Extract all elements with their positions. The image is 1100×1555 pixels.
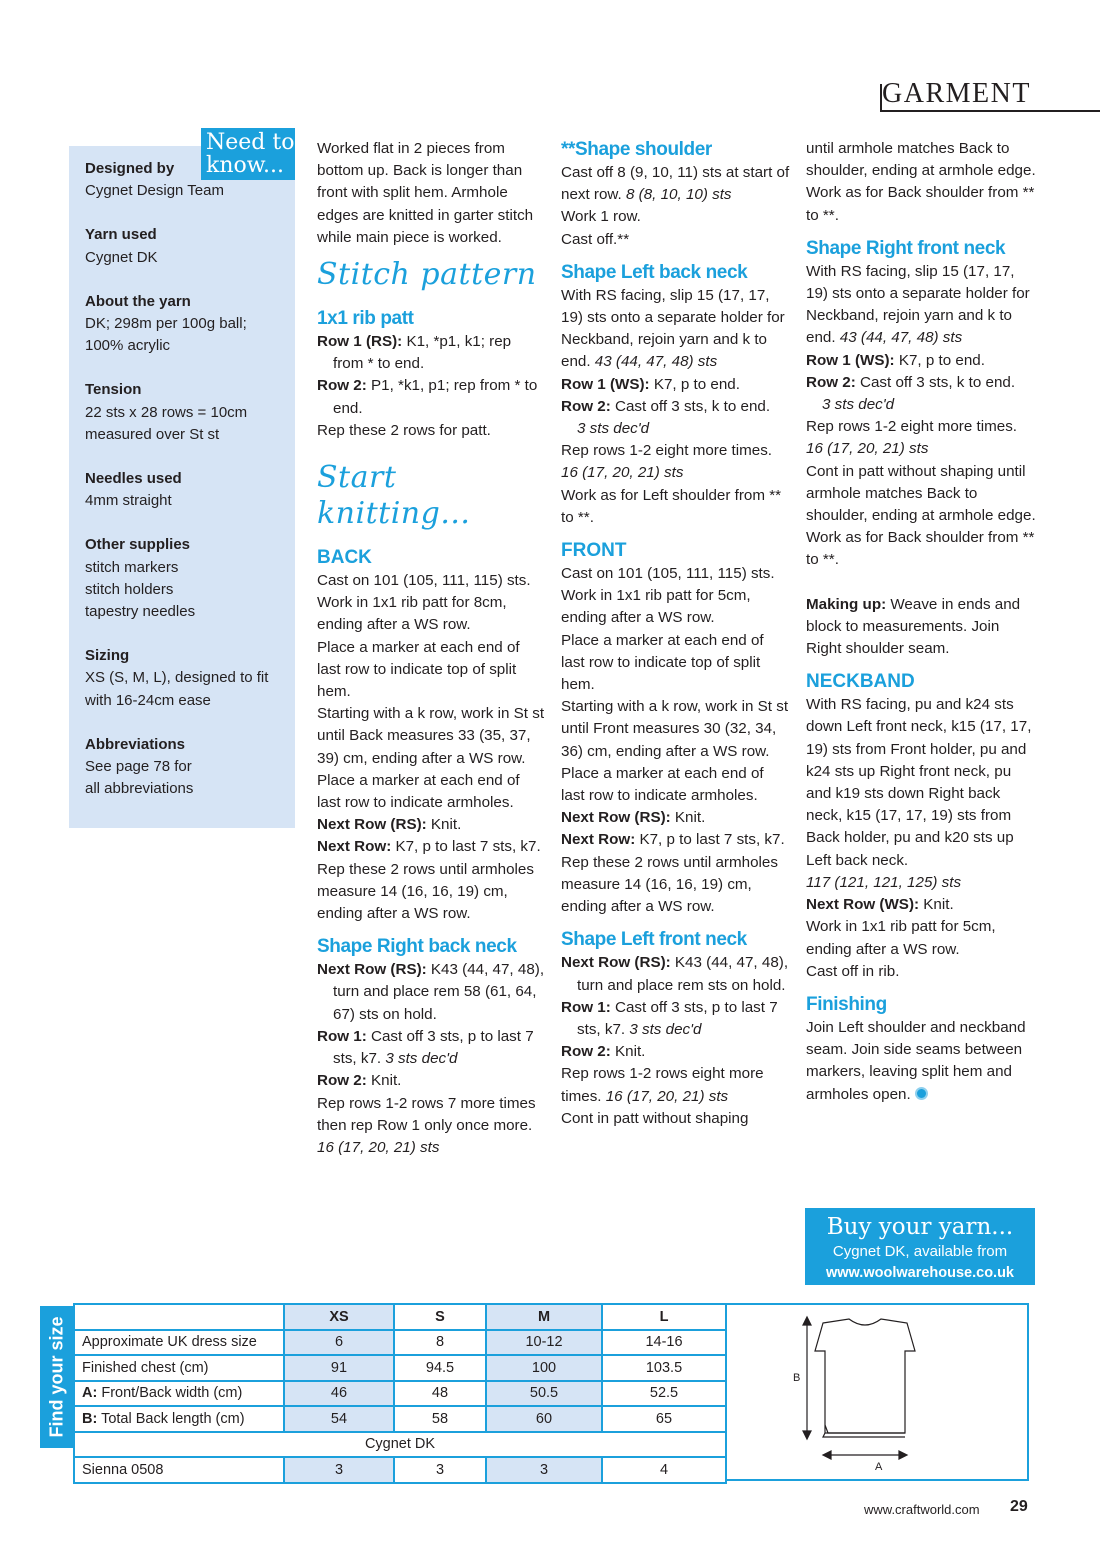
size-header-row: [74, 1304, 726, 1330]
need-to-know-value: 4mm straight: [85, 492, 172, 510]
size-value-cell: 60: [486, 1406, 602, 1432]
row-text: Cast off 8 (9, 10, 11) sts at start of next row.: [561, 164, 790, 204]
size-row-text: Front/Back width (cm): [97, 1385, 243, 1402]
row-text: Knit.: [610, 1043, 646, 1061]
buy-title: Buy your yarn...: [826, 1214, 1014, 1240]
size-value-cell: 91: [284, 1355, 394, 1381]
yarn-header-row: [74, 1432, 726, 1458]
finishing-heading: Finishing: [806, 993, 887, 1015]
size-value-cell: 94.5: [394, 1355, 486, 1381]
need-to-know-item: [85, 291, 283, 358]
need-to-know-badge: Need to know...: [201, 128, 295, 180]
row-label: Next Row (RS):: [561, 809, 671, 827]
size-value-cell: 8: [394, 1330, 486, 1356]
shoulder-work-row: Work 1 row.: [561, 208, 641, 226]
row-text: P1, *k1, p1; rep from * to end.: [333, 377, 538, 417]
need-to-know-list: [85, 158, 283, 800]
yarn-ball-count: 3: [486, 1457, 602, 1483]
size-value-cell: 50.5: [486, 1381, 602, 1407]
srfn-row-2: [806, 372, 1036, 394]
row-text: K7, p to end.: [649, 375, 740, 393]
slfn-continue: Cont in patt without shaping: [561, 1109, 749, 1127]
front-rib: Work in 1x1 rib patt for 5cm, ending after a WS row.: [561, 587, 751, 627]
need-to-know-label: Sizing: [85, 647, 130, 665]
making-up: [806, 594, 1036, 661]
neckband-next-row: [806, 894, 1036, 916]
need-to-know-label: About the yarn: [85, 292, 191, 310]
row-label: Next Row (RS):: [317, 961, 427, 979]
find-your-size-tab: [40, 1306, 73, 1448]
row-text: Weave in ends and block to measurements. Join Right shoulder seam.: [806, 595, 1021, 658]
stitch-count: 3 sts dec'd: [629, 1020, 702, 1038]
srfn-count: 16 (17, 20, 21) sts: [806, 440, 929, 458]
back-armhole-repeat: Rep these 2 rows until armholes measure 14 (16, 16, 19) cm, ending after a WS row.: [317, 860, 534, 923]
need-to-know-panel: [69, 146, 295, 828]
slfn-repeat: [561, 1063, 791, 1107]
row-text: Knit.: [670, 809, 706, 827]
size-header-cell: L: [602, 1304, 726, 1330]
buy-subtitle: Cygnet DK, available from: [832, 1243, 1008, 1260]
start-knitting-heading: Start knitting...: [317, 460, 471, 532]
garment-schematic: [725, 1305, 1027, 1481]
slbn-work-as: Work as for Left shoulder from ** to **.: [561, 486, 782, 526]
size-row-label: [74, 1330, 284, 1356]
finishing-text: [806, 1017, 1036, 1106]
row-text: K1, *p1, k1; rep from * to end.: [333, 333, 512, 373]
row-label: Row 2:: [806, 373, 856, 391]
srfn-repeat: Rep rows 1-2 eight more times.: [806, 418, 1018, 436]
need-to-know-item: [85, 379, 283, 446]
yarn-ball-icon: [915, 1087, 928, 1100]
row-text: K7, p to last 7 sts, k7.: [391, 838, 541, 856]
need-to-know-item: [85, 645, 283, 712]
dimension-a-label: A: [875, 1461, 883, 1473]
buy-your-yarn-box: [805, 1208, 1035, 1285]
slfn-row-2: [561, 1041, 791, 1063]
neckband-rib: Work in 1x1 rib patt for 5cm, ending after a WS row.: [806, 918, 996, 958]
back-st-st: Starting with a k row, work in St st until Back measures 33 (35, 37, 39) cm, ending after a WS row.: [317, 705, 545, 767]
yarn-header-cell: Cygnet DK: [74, 1432, 726, 1458]
row-text: K43 (44, 47, 48), turn and place rem sts on hold.: [577, 954, 789, 994]
size-header-cell: XS: [284, 1304, 394, 1330]
neckband-count: 117 (121, 121, 125) sts: [806, 873, 962, 891]
need-to-know-label: Designed by: [85, 160, 175, 177]
garment-diagram-box: [725, 1303, 1029, 1481]
table-row: [74, 1406, 726, 1432]
size-value-cell: 48: [394, 1381, 486, 1407]
size-row-text: Finished chest (cm): [82, 1359, 209, 1376]
row-text: Cast off 3 sts, p to last 7 sts, k7.: [577, 998, 778, 1038]
garment-outline: [815, 1319, 915, 1437]
row-text: Cast off 3 sts, k to end.: [610, 397, 771, 415]
row-text: K7, p to end.: [894, 351, 985, 369]
srfn-decrease: 3 sts dec'd: [822, 396, 895, 414]
front-next-row: [561, 829, 791, 851]
size-value-cell: 65: [602, 1406, 726, 1432]
row-text: Join Left shoulder and neckband seam. Join side seams between markers, leaving split hem and armholes open.: [806, 1018, 1026, 1103]
front-cast-on: Cast on 101 (105, 111, 115) sts.: [561, 565, 775, 583]
size-row-label: [74, 1355, 284, 1381]
row-label: Row 2:: [317, 1072, 367, 1090]
front-st-st: Starting with a k row, work in St st until Front measures 30 (32, 34, 36) cm, ending after a WS row.: [561, 698, 789, 760]
need-to-know-value: Cygnet DK: [85, 248, 158, 266]
rib-heading: 1x1 rib patt: [317, 308, 414, 330]
stitch-count: 43 (44, 47, 48) sts: [839, 329, 963, 347]
row-label: Making up:: [806, 595, 887, 613]
srfn-row-1: [806, 350, 1036, 372]
size-value-cell: 46: [284, 1381, 394, 1407]
size-header-cell: S: [394, 1304, 486, 1330]
front-next-row-rs: [561, 807, 791, 829]
section-title: GARMENT: [882, 78, 1031, 109]
front-armhole-repeat: Rep these 2 rows until armholes measure 14 (16, 16, 19) cm, ending after a WS row.: [561, 853, 778, 916]
row-label: Next Row:: [561, 831, 636, 849]
front-heading: FRONT: [561, 540, 627, 562]
size-value-cell: 100: [486, 1355, 602, 1381]
row-label: Row 1 (WS):: [806, 351, 895, 369]
back-marker-hem: Place a marker at each end of last row to indicate top of split hem.: [317, 638, 520, 701]
col3-continue: until armhole matches Back to shoulder, ending at armhole edge.: [806, 140, 1036, 180]
slfn-row-1: [561, 997, 791, 1041]
column-2: [561, 138, 791, 1130]
size-value-cell: 6: [284, 1330, 394, 1356]
row-text: Rep rows 1-2 rows 7 more times then rep Row 1 only once more.: [317, 1094, 536, 1134]
row-text: K7, p to last 7 sts, k7.: [635, 831, 785, 849]
back-cast-on: Cast on 101 (105, 111, 115) sts.: [317, 572, 531, 590]
need-to-know-label: Tension: [85, 381, 142, 399]
row-label: Row 1 (RS):: [317, 333, 403, 351]
yarn-ball-count: 3: [284, 1457, 394, 1483]
slbn-repeat: Rep rows 1-2 eight more times.: [561, 442, 773, 460]
srfn-slip: [806, 261, 1036, 350]
row-label: Row 1 (WS):: [561, 375, 650, 393]
size-value-cell: 14-16: [602, 1330, 726, 1356]
dimension-b-label: B: [793, 1372, 801, 1384]
stitch-pattern-heading: Stitch pattern: [317, 257, 537, 293]
yarn-shade-label: Sienna 0508: [74, 1457, 284, 1483]
stitch-count: 43 (44, 47, 48) sts: [594, 353, 718, 371]
srbn-row-1: [317, 1026, 545, 1070]
intro-text: Worked flat in 2 pieces from bottom up. Back is longer than front with split hem. Armhole edges are knitted in garter stitch while main piece is worked.: [317, 140, 534, 246]
need-to-know-item: [85, 224, 283, 268]
slbn-row-1: [561, 374, 791, 396]
buy-url-link[interactable]: www.woolwarehouse.co.uk: [826, 1265, 1014, 1281]
column-1: [317, 138, 545, 1159]
stitch-count: 3 sts dec'd: [385, 1050, 458, 1068]
row-label: Next Row (WS):: [806, 896, 920, 914]
need-to-know-value: 22 sts x 28 rows = 10cm measured over St st: [85, 403, 248, 443]
column-3: [806, 138, 1036, 1106]
back-heading: BACK: [317, 547, 372, 569]
shape-right-back-neck-heading: Shape Right back neck: [317, 936, 517, 958]
slbn-decrease: 3 sts dec'd: [577, 420, 650, 438]
need-to-know-label: Abbreviations: [85, 735, 186, 753]
find-your-size-label: Find your size: [46, 1316, 66, 1438]
shoulder-cast-off-final: Cast off.**: [561, 230, 630, 248]
size-value-cell: 10-12: [486, 1330, 602, 1356]
back-next-row: [317, 836, 545, 858]
table-row: [74, 1330, 726, 1356]
size-row-text: Total Back length (cm): [97, 1410, 245, 1427]
col3-work-as: Work as for Back shoulder from ** to **.: [806, 184, 1035, 224]
stitch-count: 16 (17, 20, 21) sts: [605, 1087, 729, 1105]
row-label: Row 2:: [317, 377, 367, 395]
front-marker-hem: Place a marker at each end of last row to indicate top of split hem.: [561, 631, 764, 694]
size-value-cell: 58: [394, 1406, 486, 1432]
row-label: Next Row (RS):: [561, 954, 671, 972]
need-to-know-label: Needles used: [85, 470, 182, 488]
need-to-know-item: [85, 734, 283, 801]
dimension-prefix: A:: [82, 1385, 98, 1402]
need-to-know-value: stitch markers stitch holders tapestry needles: [85, 558, 196, 621]
row-text: With RS facing, slip 15 (17, 17, 19) sts onto a separate holder for Neckband, rejoin yarn and k to end.: [806, 262, 1030, 347]
page-number: 29: [1010, 1498, 1028, 1515]
rib-row-2: [317, 375, 545, 419]
need-to-know-value: See page 78 for all abbreviations: [85, 758, 194, 798]
srbn-repeat: [317, 1093, 545, 1160]
back-next-row-rs: [317, 814, 545, 836]
row-text: Knit.: [366, 1072, 402, 1090]
srfn-work-as: Work as for Back shoulder from ** to **.: [806, 529, 1035, 569]
row-label: Row 2:: [561, 1043, 611, 1061]
srbn-row-2: [317, 1070, 545, 1092]
shape-left-front-neck-heading: Shape Left front neck: [561, 929, 747, 951]
row-text: With RS facing, slip 15 (17, 17, 19) sts onto a separate holder for Neckband, rejoin yarn and k to end.: [561, 286, 785, 371]
shape-shoulder-heading: **Shape shoulder: [561, 139, 712, 160]
size-row-text: Approximate UK dress size: [82, 1334, 257, 1351]
need-to-know-label: Other supplies: [85, 536, 191, 554]
yarn-ball-count: 3: [394, 1457, 486, 1483]
rib-repeat: Rep these 2 rows for patt.: [317, 421, 491, 439]
srfn-continue: Cont in patt without shaping until armhole matches Back to shoulder, ending at armhole edge.: [806, 462, 1036, 525]
need-to-know-value: DK; 298m per 100g ball; 100% acrylic: [85, 315, 247, 355]
row-text: Cast off 3 sts, k to end.: [855, 373, 1016, 391]
slbn-row-2: [561, 396, 791, 418]
srbn-next-row: [317, 959, 545, 1026]
neckband-cast-off: Cast off in rib.: [806, 962, 900, 980]
row-text: Knit.: [919, 896, 954, 914]
size-header-cell: M: [486, 1304, 602, 1330]
row-label: Row 2:: [561, 397, 611, 415]
size-table: [73, 1303, 727, 1484]
header-rule: [880, 110, 1100, 112]
front-marker-armhole: Place a marker at each end of last row to indicate armholes.: [561, 764, 764, 805]
need-to-know-item: [85, 468, 283, 512]
slbn-slip: [561, 285, 791, 374]
neckband-heading: NECKBAND: [806, 671, 915, 693]
size-row-label: [74, 1406, 284, 1432]
slbn-count: 16 (17, 20, 21) sts: [561, 464, 684, 482]
need-to-know-value: XS (S, M, L), designed to fit with 16-24cm ease: [85, 669, 269, 709]
shape-right-front-neck-heading: Shape Right front neck: [806, 237, 1006, 259]
size-value-cell: 54: [284, 1406, 394, 1432]
need-to-know-item: [85, 534, 283, 623]
size-row-label: [74, 1381, 284, 1407]
row-label: Row 1:: [561, 998, 611, 1016]
footer-url[interactable]: www.craftworld.com: [864, 1502, 980, 1517]
stitch-count: 16 (17, 20, 21) sts: [317, 1138, 440, 1156]
row-text: Rep rows 1-2 rows eight more times.: [561, 1065, 764, 1105]
table-row: [74, 1457, 726, 1483]
row-text: Cast off 3 sts, p to last 7 sts, k7.: [333, 1027, 534, 1068]
row-text: K43 (44, 47, 48), turn and place rem 58 (61, 64, 67) sts on hold.: [333, 961, 545, 1023]
need-to-know-label: Yarn used: [85, 226, 157, 244]
table-row: [74, 1355, 726, 1381]
row-label: Row 1:: [317, 1027, 367, 1045]
size-value-cell: 103.5: [602, 1355, 726, 1381]
size-value-cell: 52.5: [602, 1381, 726, 1407]
shape-left-back-neck-heading: Shape Left back neck: [561, 261, 748, 283]
row-label: Next Row (RS):: [317, 816, 427, 834]
neckband-pick-up: With RS facing, pu and k24 sts down Left front neck, k15 (17, 17, 19) sts from Front holder, pu and k24 sts up Right front neck, pu and k19 sts down Right back neck, k15 (17, 17, 19) sts from Back holder, pu and k20 sts up Left back neck.: [806, 696, 1032, 869]
stitch-count: 8 (8, 10, 10) sts: [626, 186, 732, 204]
back-rib: Work in 1x1 rib patt for 8cm, ending after a WS row.: [317, 594, 507, 634]
table-row: [74, 1381, 726, 1407]
slfn-next-row: [561, 952, 791, 996]
row-label: Next Row:: [317, 838, 392, 856]
yarn-ball-count: 4: [602, 1457, 726, 1483]
back-marker-armhole: Place a marker at each end of last row to indicate armholes.: [317, 771, 520, 812]
row-text: Knit.: [426, 816, 462, 834]
dimension-prefix: B:: [82, 1410, 98, 1427]
need-to-know-value: Cygnet Design Team: [85, 182, 224, 200]
size-header-blank: [74, 1304, 284, 1330]
rib-row-1: [317, 331, 545, 375]
shoulder-cast-off: [561, 162, 791, 206]
